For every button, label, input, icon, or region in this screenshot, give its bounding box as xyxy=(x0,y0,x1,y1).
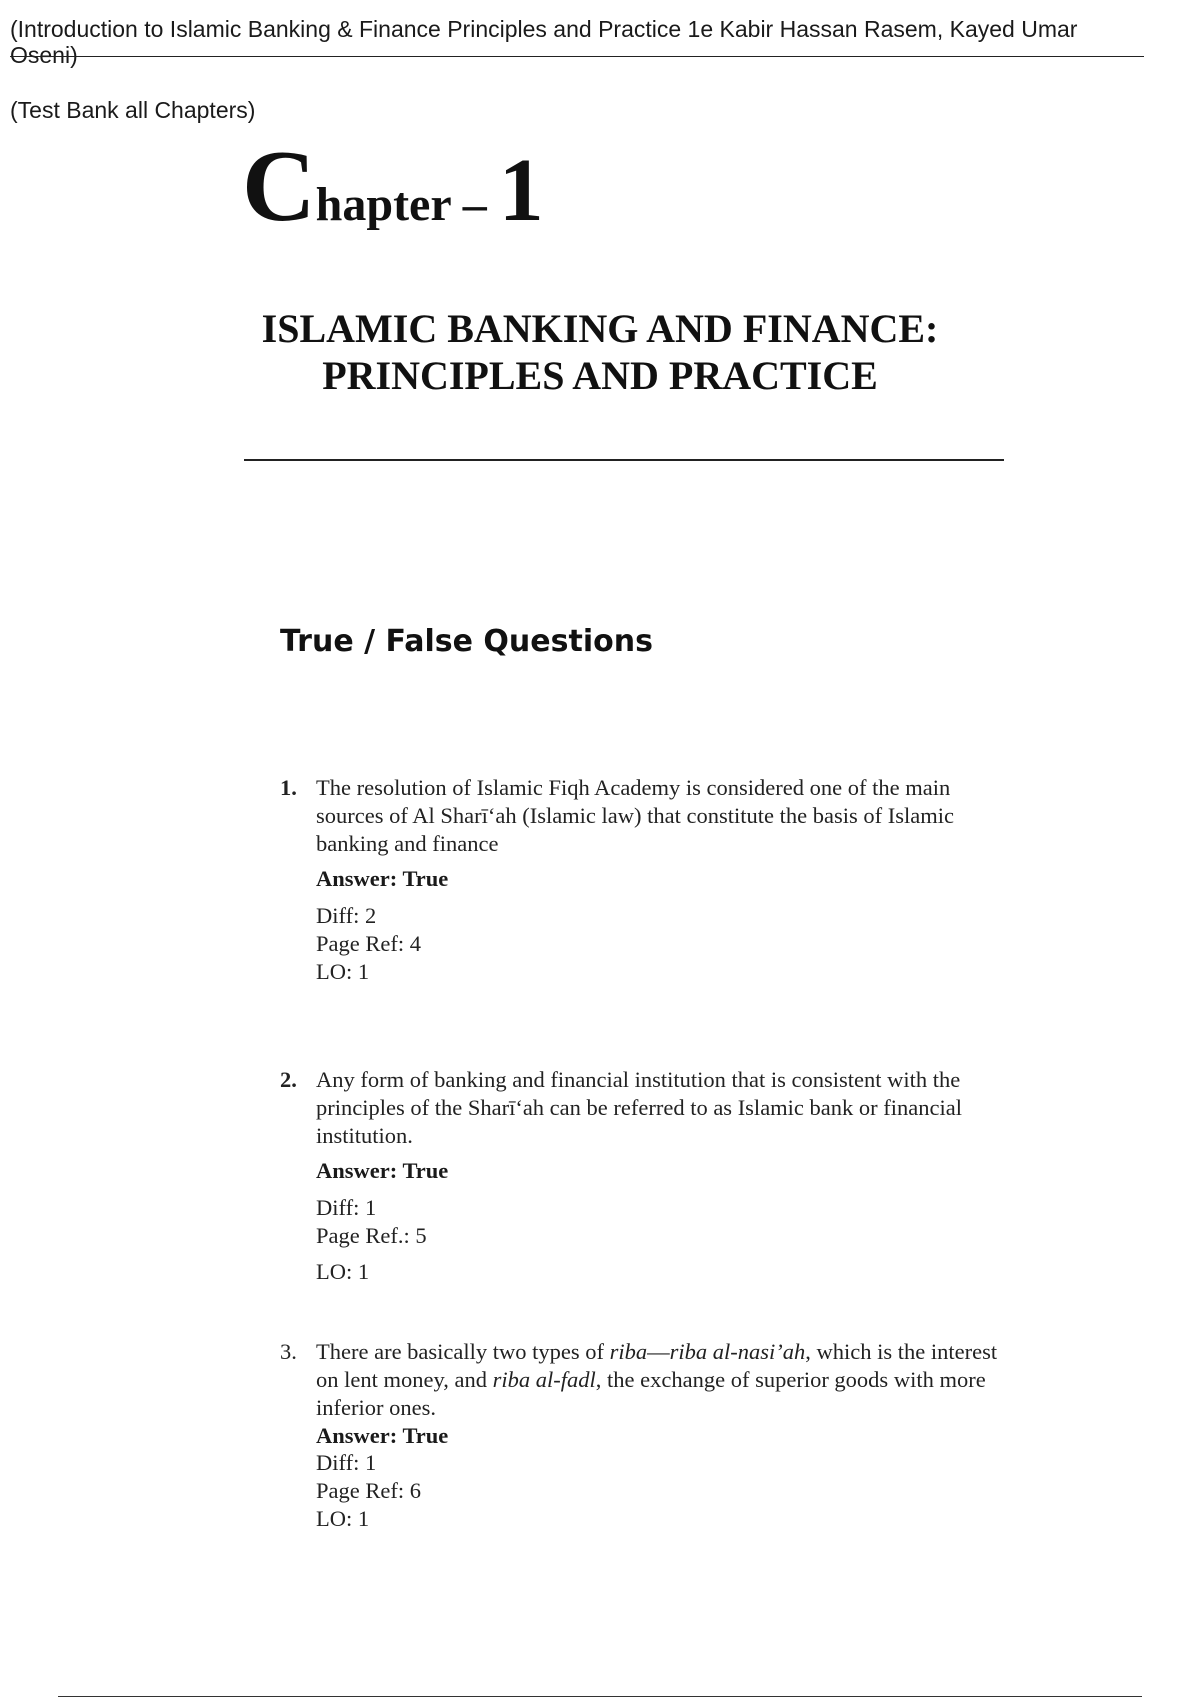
term-riba-al-nasiah: riba al-nasi’ah xyxy=(669,1339,806,1364)
difficulty: Diff: 1 xyxy=(316,1450,377,1475)
header-divider xyxy=(10,56,1144,57)
question-item xyxy=(280,1338,1040,1533)
answer-label: Answer: True xyxy=(316,866,449,891)
source-title-line-1: (Introduction to Islamic Banking & Finance Principles and Practice 1e Kabir Hassan Rasem, Kayed Umar xyxy=(10,16,1078,42)
question-item xyxy=(280,1066,1040,1286)
difficulty: Diff: 1 xyxy=(316,1195,377,1220)
term-riba-al-fadl: riba al-fadl xyxy=(492,1367,596,1392)
chapter-dash: – xyxy=(450,178,499,231)
answer-label: Answer: True xyxy=(316,1423,449,1448)
question-text: The resolution of Islamic Fiqh Academy is considered one of the main sources of Al Sharī‘ah (Islamic law) that constitute the basis of Islamic banking and finance xyxy=(316,775,954,856)
book-title-line-1: ISLAMIC BANKING AND FINANCE: xyxy=(261,306,939,351)
chapter-number: 1 xyxy=(498,141,544,240)
question-text-part: , the exchange of superior goods with more inferior ones. xyxy=(316,1367,986,1420)
question-text xyxy=(316,1338,1016,1422)
chapter-heading xyxy=(242,130,544,243)
question-text-part: There are basically two types of xyxy=(316,1339,610,1364)
test-bank-label: (Test Bank all Chapters) xyxy=(10,97,256,123)
question-item xyxy=(280,774,1040,986)
book-title-line-2: PRINCIPLES AND PRACTICE xyxy=(322,353,878,398)
learning-objective: LO: 1 xyxy=(316,1506,370,1531)
chapter-word: hapter xyxy=(315,178,451,231)
term-riba: riba xyxy=(609,1339,648,1364)
question-text: Any form of banking and financial institution that is consistent with the principles of the Sharī‘ah can be referred to as Islamic bank or financial institution. xyxy=(316,1067,962,1148)
question-number: 1. xyxy=(280,775,297,800)
title-divider xyxy=(244,459,1004,461)
difficulty: Diff: 2 xyxy=(316,903,377,928)
source-title-line-2: Oseni) xyxy=(10,42,78,68)
footer-divider xyxy=(58,1696,1142,1697)
question-text-part: — xyxy=(647,1339,670,1364)
page-ref: Page Ref: 4 xyxy=(316,931,421,956)
question-text-part: , which is the interest on lent money, and xyxy=(316,1339,998,1392)
question-number: 2. xyxy=(280,1067,297,1092)
page-ref: Page Ref.: 5 xyxy=(316,1223,427,1248)
chapter-initial: C xyxy=(242,130,316,243)
answer-label: Answer: True xyxy=(316,1158,449,1183)
section-title: True / False Questions xyxy=(280,624,653,659)
book-title xyxy=(240,305,960,399)
question-number: 3. xyxy=(280,1339,297,1364)
learning-objective: LO: 1 xyxy=(316,959,370,984)
learning-objective: LO: 1 xyxy=(316,1259,370,1284)
page-ref: Page Ref: 6 xyxy=(316,1478,421,1503)
